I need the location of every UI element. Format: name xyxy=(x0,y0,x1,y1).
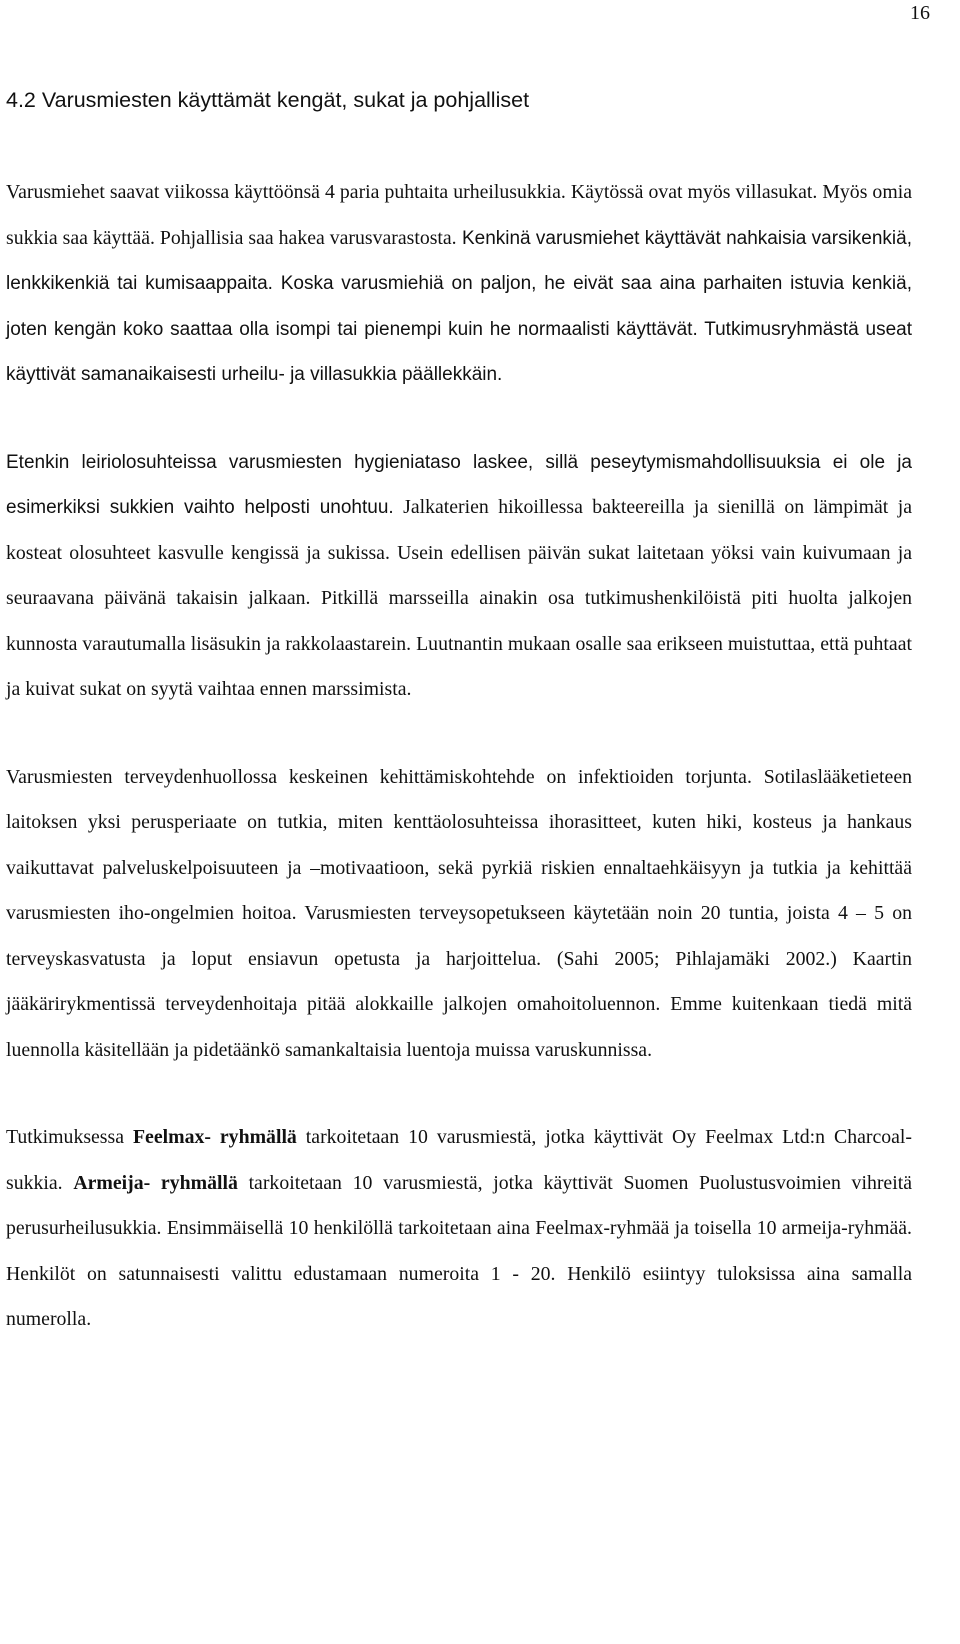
paragraph-4 xyxy=(6,1115,912,1343)
paragraph-4-text-2: tarkoitetaan 10 varusmiestä, jotka käyttivät Oy Feelmax Ltd:n Charcoal- sukkia. xyxy=(6,1126,912,1194)
paragraph-2 xyxy=(6,440,912,713)
paragraph-4-text-1: Tutkimuksessa xyxy=(6,1126,133,1148)
feelmax-group-term: Feelmax- ryhmällä xyxy=(132,1126,297,1148)
paragraph-1-part-2: Kenkinä varusmiehet käyttävät nahkaisia varsikenkiä, lenkkikenkiä tai kumisaappaita. Koska varusmiehiä on paljon, he eivät saa aina parhaiten istuvia kenkiä, joten kengän koko saattaa olla isompi tai pienempi kuin he normaalisti käyttävät. Tutkimusryhmästä useat käyttivät samanaikaisesti urheilu- ja villasukkia päällekkäin. xyxy=(6,227,912,385)
page-number: 16 xyxy=(910,2,930,24)
armeija-group-term: Armeija- ryhmällä xyxy=(73,1171,238,1194)
paragraph-gap xyxy=(6,398,912,440)
paragraph-gap xyxy=(6,1073,912,1115)
paragraph-2-part-2: Jalkaterien hikoillessa bakteereilla ja sienillä on lämpimät ja kosteat olosuhteet kasvulle kengissä ja sukissa. Usein edellisen päivän sukat laitetaan yöksi vain kuivumaan ja seuraavana päivänä takaisin jalkaan. Pitkillä marsseilla ainakin osa tutkimushenkilöistä piti huolta jalkojen kunnosta varautumalla lisäsukin ja rakkolaastarein. Luutnantin mukaan osalle saa erikseen muistuttaa, että puhtaat ja kuivat sukat on syytä vaihtaa ennen marssimista. xyxy=(6,496,912,700)
paragraph-4-text-3: tarkoitetaan 10 varusmiestä, jotka käyttivät Suomen Puolustusvoimien vihreitä perusurheilusukkia. Ensimmäisellä 10 henkilöllä tarkoitetaan aina Feelmax-ryhmää ja toisella 10 armeija-ryhmää. Henkilöt on satunnaisesti valittu edustamaan numeroita 1 - 20. Henkilö esiintyy tuloksissa aina samalla numerolla. xyxy=(6,1171,912,1330)
paragraph-3: Varusmiesten terveydenhuollossa keskeinen kehittämiskohtehde on infektioiden torjunta. Sotilaslääketieteen laitoksen yksi perusperiaate on tutkia, miten kenttäolosuhteissa ihorasitteet, kuten hiki, kosteus ja hankaus vaikuttavat palveluskelpoisuuteen ja –motivaatioon, sekä pyrkiä riskien ennaltaehkäisyyn ja tutkia ja kehittää varusmiesten iho-ongelmien hoitoa. Varusmiesten terveysopetukseen käytetään noin 20 tuntia, joista 4 – 5 on terveyskasvatusta ja loput ensiavun opetusta ja harjoittelua. (Sahi 2005; Pihlajamäki 2002.) Kaartin jääkärirykmentissä terveydenhoitaja pitää alokkaille jalkojen omahoitoluennon. Emme kuitenkaan tiedä mitä luennolla käsitellään ja pidetäänkö samankaltaisia luentoja muissa varuskunnissa. xyxy=(6,765,912,1061)
body-text xyxy=(6,170,912,1343)
paragraph-2-part-1: Etenkin leiriolosuhteissa varusmiesten hygieniataso laskee, sillä peseytymismahdollisuuksia ei ole ja esimerkiksi sukkien vaihto helposti unohtuu. xyxy=(6,451,912,518)
paragraph-gap xyxy=(6,713,912,755)
paragraph-1 xyxy=(6,170,912,398)
section-heading: 4.2 Varusmiesten käyttämät kengät, sukat ja pohjalliset xyxy=(6,88,530,112)
paragraph-1-part-1: Varusmiehet saavat viikossa käyttöönsä 4 paria puhtaita urheilusukkia. Käytössä ovat myös villasukat. Myös omia sukkia saa käyttää. Pohjallisia saa hakea varusvarastosta. xyxy=(6,181,912,249)
